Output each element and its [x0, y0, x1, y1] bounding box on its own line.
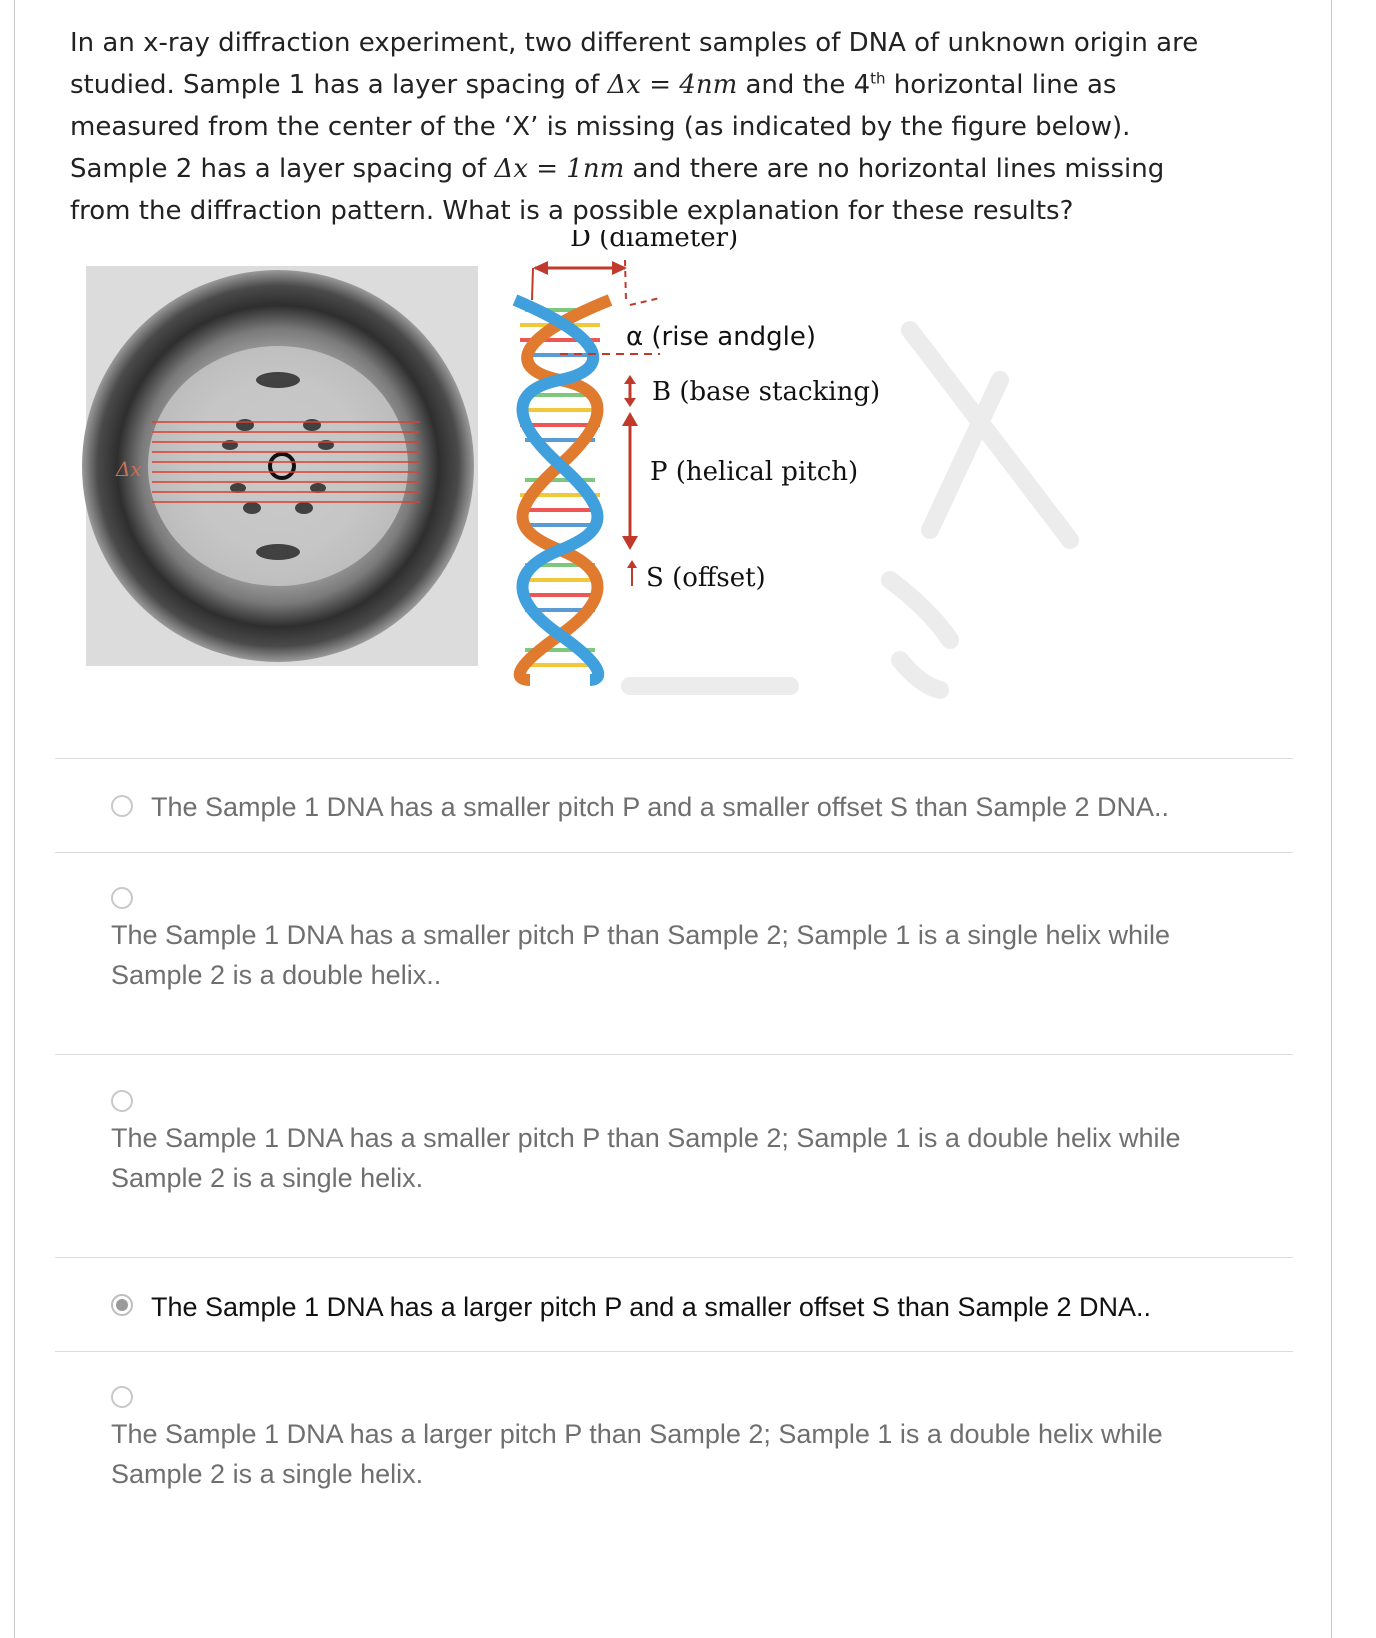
- radio-button-option-5[interactable]: [111, 1386, 133, 1408]
- question-line-1: In an x-ray diffraction experiment, two different samples of DNA of unknown origin are: [70, 28, 1199, 58]
- option-5-line-1: The Sample 1 DNA has a larger pitch P than Sample 2; Sample 1 is a double helix while: [111, 1419, 1163, 1449]
- dna-figure-svg: [70, 230, 1230, 720]
- rise-angle-label: α (rise andgle): [626, 322, 817, 352]
- math-delta-x-sample-1: Δx = 4nm: [607, 70, 738, 100]
- answer-option-1[interactable]: [55, 758, 1293, 853]
- question-text-fragment: and the 4: [737, 70, 871, 100]
- radio-button-option-4[interactable]: [111, 1294, 133, 1316]
- offset-annotation: [627, 560, 766, 593]
- option-3-text: [111, 1118, 1181, 1198]
- question-line-2: [70, 64, 1250, 106]
- radio-button-option-3[interactable]: [111, 1090, 133, 1112]
- option-2-line-1: The Sample 1 DNA has a smaller pitch P than Sample 2; Sample 1 is a single helix while: [111, 920, 1171, 950]
- option-2-text: [111, 915, 1170, 995]
- xray-photo: [82, 266, 478, 666]
- superscript-th: th: [870, 69, 886, 88]
- question-line-3: measured from the center of the ‘X’ is missing (as indicated by the figure below).: [70, 112, 1131, 142]
- answer-option-2[interactable]: [55, 852, 1293, 1055]
- question-line-4: [70, 148, 1250, 190]
- base-stacking-annotation: [624, 375, 880, 407]
- diameter-label: D (diameter): [570, 230, 739, 253]
- option-2-line-2: Sample 2 is a double helix..: [111, 960, 442, 990]
- radio-button-option-1[interactable]: [111, 795, 133, 817]
- dna-figure: [70, 230, 1230, 720]
- option-3-line-2: Sample 2 is a single helix.: [111, 1163, 424, 1193]
- answer-option-3[interactable]: [55, 1054, 1293, 1258]
- helical-pitch-label: P (helical pitch): [650, 457, 859, 487]
- radio-button-option-2[interactable]: [111, 887, 133, 909]
- option-1-text: The Sample 1 DNA has a smaller pitch P and a smaller offset S than Sample 2 DNA..: [151, 792, 1169, 822]
- question-text-fragment: Sample 2 has a layer spacing of: [70, 154, 495, 184]
- answer-option-5[interactable]: [55, 1351, 1293, 1552]
- question-text-fragment: horizontal line as: [885, 70, 1117, 100]
- base-stacking-label: B (base stacking): [652, 377, 881, 407]
- dna-helix: [515, 300, 610, 680]
- question-text: [70, 22, 1250, 232]
- delta-x-label: Δx: [116, 457, 142, 481]
- option-3-line-1: The Sample 1 DNA has a smaller pitch P than Sample 2; Sample 1 is a double helix while: [111, 1123, 1181, 1153]
- option-5-line-2: Sample 2 is a single helix.: [111, 1459, 424, 1489]
- rise-annotation: [626, 322, 816, 352]
- option-5-text: [111, 1414, 1163, 1494]
- answer-option-4[interactable]: [55, 1257, 1293, 1352]
- question-text-fragment: studied. Sample 1 has a layer spacing of: [70, 70, 608, 100]
- question-line-5: from the diffraction pattern. What is a possible explanation for these results?: [70, 196, 1074, 226]
- math-delta-x-sample-2: Δx = 1nm: [494, 154, 625, 184]
- question-text-fragment: and there are no horizontal lines missing: [624, 154, 1165, 184]
- offset-label: S (offset): [646, 563, 766, 593]
- option-4-text: The Sample 1 DNA has a larger pitch P and a smaller offset S than Sample 2 DNA..: [151, 1292, 1152, 1322]
- helical-pitch-annotation: [622, 412, 858, 550]
